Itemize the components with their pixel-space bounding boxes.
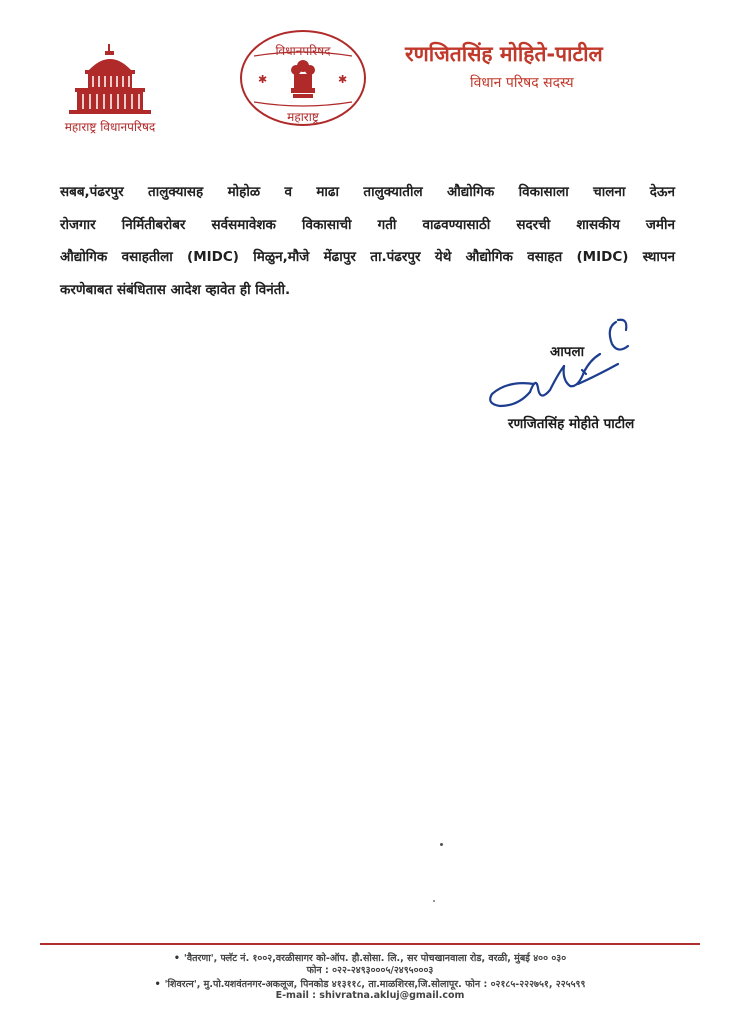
footer-address-akluj (40, 977, 700, 990)
svg-text:✱: ✱ (258, 73, 268, 86)
member-name: रणजितसिंह मोहिते-पाटील (405, 42, 603, 66)
vidhan-parishad-seal (238, 28, 368, 128)
closing-salutation: आपला (550, 344, 585, 360)
paragraph-line-2: रोजगार निर्मितीबरोबर सर्वसमावेशक विकासाची गती वाढवण्यासाठी सदरची शासकीय जमीन (60, 217, 675, 233)
member-designation: विधान परिषद सदस्य (470, 75, 574, 91)
footer-email[interactable]: E-mail : shivratna.akluj@gmail.com (275, 990, 465, 1001)
bullet-icon: • (154, 979, 161, 990)
seal-top-text: विधानपरिषद (275, 44, 331, 58)
vidhan-parishad-logo (45, 40, 175, 135)
signature-icon (478, 310, 638, 420)
speck (433, 900, 435, 902)
paragraph-line-4: करणेबाबत संबंधितास आदेश व्हावेत ही विनंती. (60, 282, 291, 298)
footer-divider (40, 943, 700, 945)
footer-phone-mumbai: फोन : ०२२-२४९३०००५/२४९५०००३ (306, 965, 434, 976)
left-logo-caption: महाराष्ट्र विधानपरिषद (64, 120, 156, 134)
paragraph-line-1: सबब,पंढरपुर तालुक्यासह मोहोळ व माढा तालुक्यातील औद्योगिक विकासाला चालना देऊन (60, 184, 675, 200)
signatory-name: रणजितसिंह मोहीते पाटील (508, 416, 635, 432)
bullet-icon: • (173, 953, 180, 964)
seal-bottom-text: महाराष्ट्र (287, 110, 319, 124)
footer-address-1: 'वैतरणा', फ्लॅट नं. १००२,वरळीसागर को-ऑप. हौ.सोसा. लि., सर पोचखानवाला रोड, वरळी, मुंबई ४०० ०३० (183, 953, 567, 964)
paragraph-line-3: औद्योगिक वसाहतीला (MIDC) मिळुन,मौजे मेंढापुर ता.पंढरपुर येथे औद्योगिक वसाहत (MIDC) स्थापन (60, 249, 675, 265)
handwritten-signature (478, 310, 638, 420)
footer-address-2: 'शिवरत्न', मु.पो.यशवंतनगर-अकलूज, पिनकोड ४१३११८, ता.माळशिरस,जि.सोलापूर. फोन : ०२१८५-२२२७५१, २२५५९९ (164, 979, 586, 990)
vidhan-bhavan-icon (45, 40, 175, 118)
svg-text:✱: ✱ (338, 73, 348, 86)
speck (440, 843, 443, 846)
